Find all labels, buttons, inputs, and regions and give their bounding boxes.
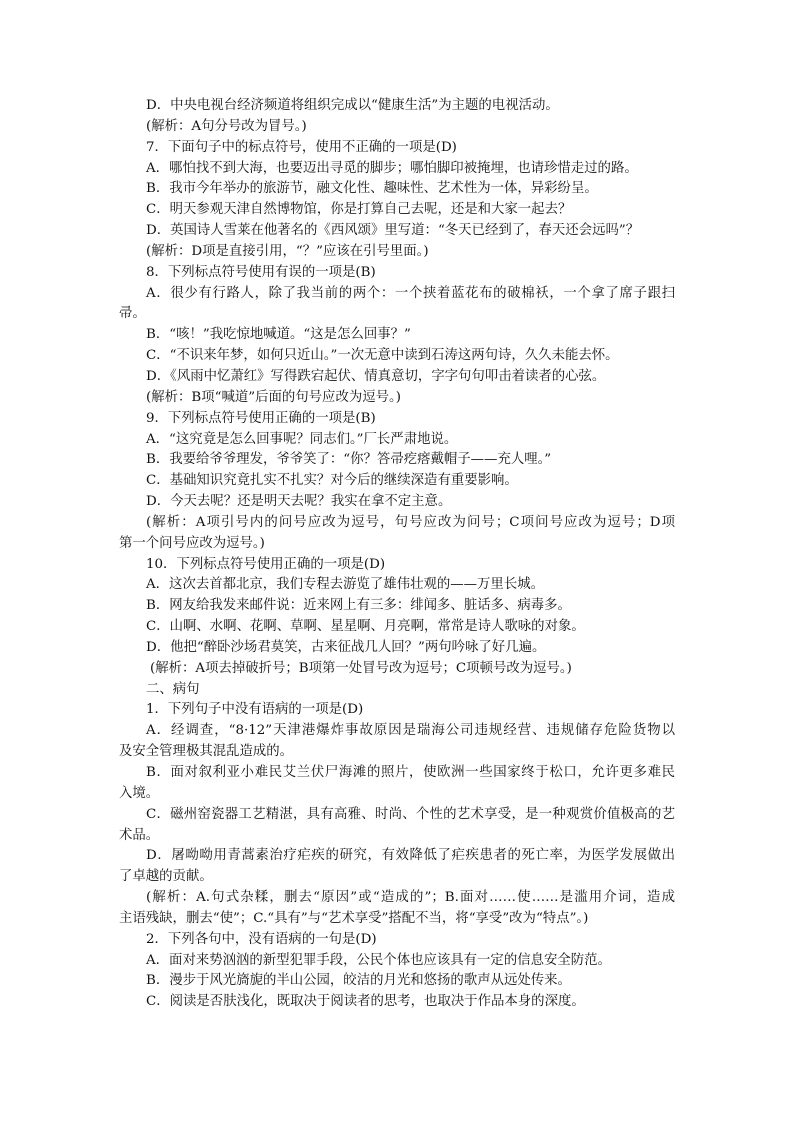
text-line: A．“这究竟是怎么回事呢？同志们。”厂长严肃地说。: [146, 431, 458, 447]
text-line: C．明天参观天津自然博物馆，你是打算自己去呢，还是和大家一起去？: [146, 202, 572, 218]
text-line: 入境。: [119, 785, 160, 801]
text-line: 1．下列句子中没有语病的一项是(D): [146, 702, 364, 718]
text-line: B．面对叙利亚小难民艾兰伏尸海滩的照片，使欧洲一些国家终于松口，允许更多难民: [146, 765, 675, 780]
text-line: 2．下列各句中，没有语病的一句是(D): [146, 931, 377, 947]
text-line: B．漫步于风光旖旎的半山公园，皎洁的月光和悠扬的歌声从远处传来。: [146, 973, 571, 989]
text-line: 第一个问号应改为逗号。): [119, 535, 265, 551]
text-line: (解析：D项是直接引用，“？”应该在引号里面。): [146, 243, 429, 259]
text-line: 10．下列标点符号使用正确的一项是(D): [146, 556, 386, 572]
text-line: (解析：A.句式杂糅，删去“原因”或“造成的”；B.面对……使……是滥用介词，造成: [146, 890, 675, 906]
text-line: A．面对来势汹汹的新型犯罪手段，公民个体也应该具有一定的信息安全防范。: [146, 952, 611, 968]
text-line: C．“不识来年梦，如何只近山。”一次无意中读到石涛这两句诗，久久未能去怀。: [146, 348, 619, 364]
text-line: D．今天去呢？还是明天去呢？我实在拿不定主意。: [146, 494, 452, 510]
text-line: D．英国诗人雪莱在他著名的《西风颂》里写道：“冬天已经到了，春天还会远吗”？: [146, 223, 640, 239]
text-line: C．阅读是否肤浅化，既取决于阅读者的思考，也取决于作品本身的深度。: [146, 994, 585, 1010]
text-line: (解析：A句分号改为冒号。): [146, 118, 307, 134]
text-line: 8．下列标点符号使用有误的一项是(B): [146, 264, 376, 280]
text-line: 7．下面句子中的标点符号，使用不正确的一项是(D): [146, 139, 457, 155]
text-line: 术品。: [119, 827, 160, 843]
text-line: 帚。: [119, 306, 146, 322]
text-line: C．基础知识究竟扎实不扎实？对今后的继续深造有重要影响。: [146, 473, 518, 489]
text-line: (解析：A项引号内的问号应改为逗号，句号应改为问号；C项问号应改为逗号；D项: [146, 514, 675, 530]
text-line: B．“咳！”我吃惊地喊道。“这是怎么回事？”: [146, 327, 411, 343]
text-line: D．中央电视台经济频道将组织完成以“健康生活”为主题的电视活动。: [146, 98, 559, 113]
text-line: D．屠呦呦用青蒿素治疗疟疾的研究，有效降低了疟疾患者的死亡率，为医学发展做出: [146, 848, 675, 864]
text-line: 主语残缺，删去“使”；C.“具有”与“艺术享受”搭配不当，将“享受”改为“特点”。): [119, 910, 589, 926]
text-line: D．他把“醉卧沙场君莫笑，古来征战几人回？”两句吟咏了好几遍。: [146, 639, 546, 655]
text-line: D．《风雨中忆萧红》写得跌宕起伏、情真意切，字字句句叩击着读者的心弦。: [146, 368, 606, 384]
text-line: (解析：B项“喊道”后面的句号应改为逗号。): [146, 389, 401, 405]
text-line: B．我要给爷爷理发，爷爷笑了：“你？答帚疙瘩戴帽子——充人哩。”: [146, 452, 552, 468]
text-line: B．我市今年举办的旅游节，融文化性、趣味性、艺术性为一体，异彩纷呈。: [146, 181, 598, 197]
text-line: 了卓越的贡献。: [119, 869, 213, 885]
text-line: A．经调查，“8·12”天津港爆炸事故原因是瑞海公司违规经营、违规储存危险货物以: [146, 723, 675, 739]
text-line: 及安全管理极其混乱造成的。: [119, 744, 294, 760]
text-line: (解析：A项去掉破折号；B项第一处冒号改为逗号；C项顿号改为逗号。): [150, 660, 572, 676]
text-line: C．磁州窑瓷器工艺精湛，具有高雅、时尚、个性的艺术享受，是一种观赏价值极高的艺: [146, 806, 675, 822]
text-line: A．这次去首都北京，我们专程去游览了雄伟壮观的——万里长城。: [146, 577, 544, 593]
text-line: 二、病句: [146, 681, 200, 697]
text-line: 9．下列标点符号使用正确的一项是(B): [146, 410, 376, 426]
text-line: A．哪怕找不到大海，也要迈出寻觅的脚步；哪怕脚印被掩埋，也请珍惜走过的路。: [146, 160, 638, 176]
document-page: [119, 96, 675, 1013]
text-line: B．网友给我发来邮件说：近来网上有三多：绯闻多、脏话多、病毒多。: [146, 598, 571, 614]
text-line: A．很少有行路人，除了我当前的两个：一个挟着蓝花布的破棉袄，一个拿了席子跟扫: [146, 285, 675, 301]
text-line: C．山啊、水啊、花啊、草啊、星星啊、月亮啊，常常是诗人歌咏的对象。: [146, 619, 585, 635]
